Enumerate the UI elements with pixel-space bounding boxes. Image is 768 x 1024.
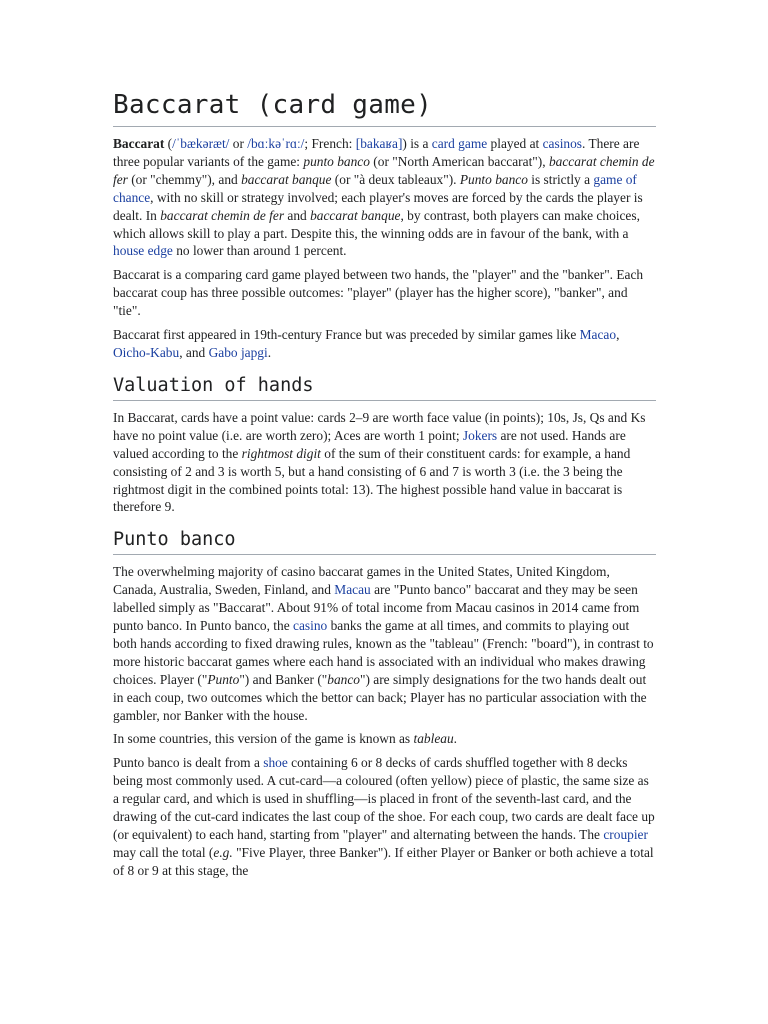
- text-run: and: [284, 207, 311, 223]
- wiki-link[interactable]: Gabo japgi: [208, 344, 268, 360]
- italic-text: rightmost digit: [241, 445, 321, 461]
- wiki-link[interactable]: shoe: [263, 755, 288, 771]
- wiki-link[interactable]: Oicho-Kabu: [113, 344, 180, 360]
- text-run: ) is a: [402, 136, 432, 151]
- text-run: The overwhelming majority of casino baccarat games in the United States, United Kingdom, Canada, Australia, Sweden, Finland, and: [113, 564, 610, 598]
- text-run: ") and Banker (": [239, 671, 328, 687]
- italic-text: baccarat banque: [310, 207, 401, 223]
- text-run: ") are simply designations for the two hands dealt out in each coup, two outcomes which the bettor can back; Player has no particular association with the gambler, nor Banker with the house.: [113, 671, 647, 723]
- italic-text: baccarat banque: [241, 171, 332, 187]
- section-heading-valuation: Valuation of hands: [113, 374, 656, 401]
- wiki-link[interactable]: /bɑːkəˈrɑː/: [247, 136, 305, 151]
- text-run: played at: [487, 136, 543, 151]
- italic-text: banco: [327, 671, 360, 687]
- italic-text: Punto: [207, 671, 240, 687]
- text-run: ; French:: [304, 136, 356, 151]
- text-run: may call the total (: [113, 844, 214, 860]
- italic-text: baccarat chemin de fer: [160, 207, 285, 223]
- punto-paragraph-1: [113, 563, 656, 724]
- article: [113, 88, 656, 886]
- text-run: .: [267, 344, 272, 360]
- wiki-link[interactable]: Macao: [579, 327, 617, 343]
- italic-text: punto banco: [303, 153, 370, 169]
- punto-paragraph-3: [113, 754, 656, 879]
- text-run: , with no skill or strategy involved; each player's moves are forced by the cards the player is dealt. In: [113, 189, 643, 223]
- page-title: Baccarat (card game): [113, 88, 656, 127]
- text-run: , and: [179, 344, 209, 360]
- text-run: (or "North American baccarat"),: [369, 153, 549, 169]
- text-run: are not used. Hands are valued according to the: [113, 427, 626, 461]
- wiki-link[interactable]: card game: [431, 136, 488, 151]
- text-run: Punto banco is dealt from a: [113, 755, 264, 771]
- wiki-link[interactable]: casino: [293, 618, 328, 634]
- wiki-link[interactable]: Macau: [334, 582, 371, 598]
- text-run: ,: [616, 327, 620, 343]
- text-run: are "Punto banco" baccarat and they may be seen labelled simply as "Baccarat". About 91% of total income from Macau casinos in 2014 came from punto banco. In Punto banco, the: [113, 582, 640, 634]
- text-run: , by contrast, both players can make choices, which allows skill to play a part. Despite this, the winning odds are in favour of the bank, with a: [113, 207, 640, 241]
- wiki-link[interactable]: Jokers: [462, 427, 498, 443]
- text-run: (: [164, 136, 173, 151]
- italic-text: Punto banco: [459, 171, 528, 187]
- text-run: or: [229, 136, 248, 151]
- text-run: (or "chemmy"), and: [127, 171, 242, 187]
- intro-paragraph-1: [113, 135, 656, 260]
- text-run: of the sum of their constituent cards: for example, a hand consisting of 2 and 3 is worth 5, but a hand consisting of 6 and 7 is worth 3 (i.e. the 3 being the rightmost digit in the combined points total: 13). The highest possible hand value in baccarat is therefore 9.: [113, 445, 631, 515]
- text-run: . There are three popular variants of the game:: [113, 136, 640, 169]
- section-heading-punto-banco: Punto banco: [113, 528, 656, 555]
- text-run: is strictly a: [527, 171, 594, 187]
- intro-paragraph-2: Baccarat is a comparing card game played between two hands, the "player" and the "banker". Each baccarat coup has three possible outcomes: "player" (player has the higher score), "banker", and "tie".: [113, 267, 644, 319]
- wiki-link[interactable]: /ˈbækəræt/: [172, 136, 230, 151]
- italic-text: tableau: [413, 731, 454, 747]
- text-run: "Five Player, three Banker"). If either Player or Banker or both achieve a total of 8 or 9 at this stage, the: [113, 844, 654, 878]
- text-run: .: [453, 731, 458, 747]
- wiki-link[interactable]: croupier: [603, 827, 648, 842]
- text-run: In some countries, this version of the game is known as: [113, 731, 414, 747]
- bold-text: Baccarat: [113, 136, 165, 151]
- text-run: (or "à deux tableaux").: [331, 171, 460, 187]
- italic-text: e.g.: [213, 844, 233, 860]
- valuation-paragraph-1: [113, 409, 656, 516]
- wiki-link[interactable]: house edge: [113, 243, 173, 259]
- italic-text: baccarat chemin de fer: [113, 153, 655, 187]
- text-run: In Baccarat, cards have a point value: cards 2–9 are worth face value (in points); 10s, Js, Qs and Ks have no point value (i.e. are worth zero); Aces are worth 1 point;: [113, 409, 646, 443]
- intro-paragraph-3: [113, 326, 656, 362]
- text-run: no lower than around 1 percent.: [172, 243, 347, 259]
- text-run: Baccarat first appeared in 19th-century France but was preceded by similar games like: [113, 327, 580, 343]
- punto-paragraph-2: [113, 730, 656, 748]
- wiki-link[interactable]: casinos: [542, 136, 583, 151]
- wiki-link[interactable]: [bakaʁa]: [355, 136, 403, 151]
- text-run: banks the game at all times, and commits to playing out both hands according to fixed drawing rules, known as the "tableau" (French: "board"), in contrast to more historic baccarat games where each hand is associated with an individual who makes drawing choices. Player (": [113, 618, 654, 687]
- text-run: containing 6 or 8 decks of cards shuffled together with 8 decks being most commonly used. A cut-card—a coloured (often yellow) piece of plastic, the same size as a regular card, and which is used in shuffling—is placed in front of the seventh-last card, and the drawing of the cut-card indicates the last coup of the shoe. For each coup, two cards are dealt face up (or equivalent) to each hand, starting from "player" and alternating between the hands. The: [113, 755, 655, 842]
- wiki-link[interactable]: game of chance: [113, 171, 637, 205]
